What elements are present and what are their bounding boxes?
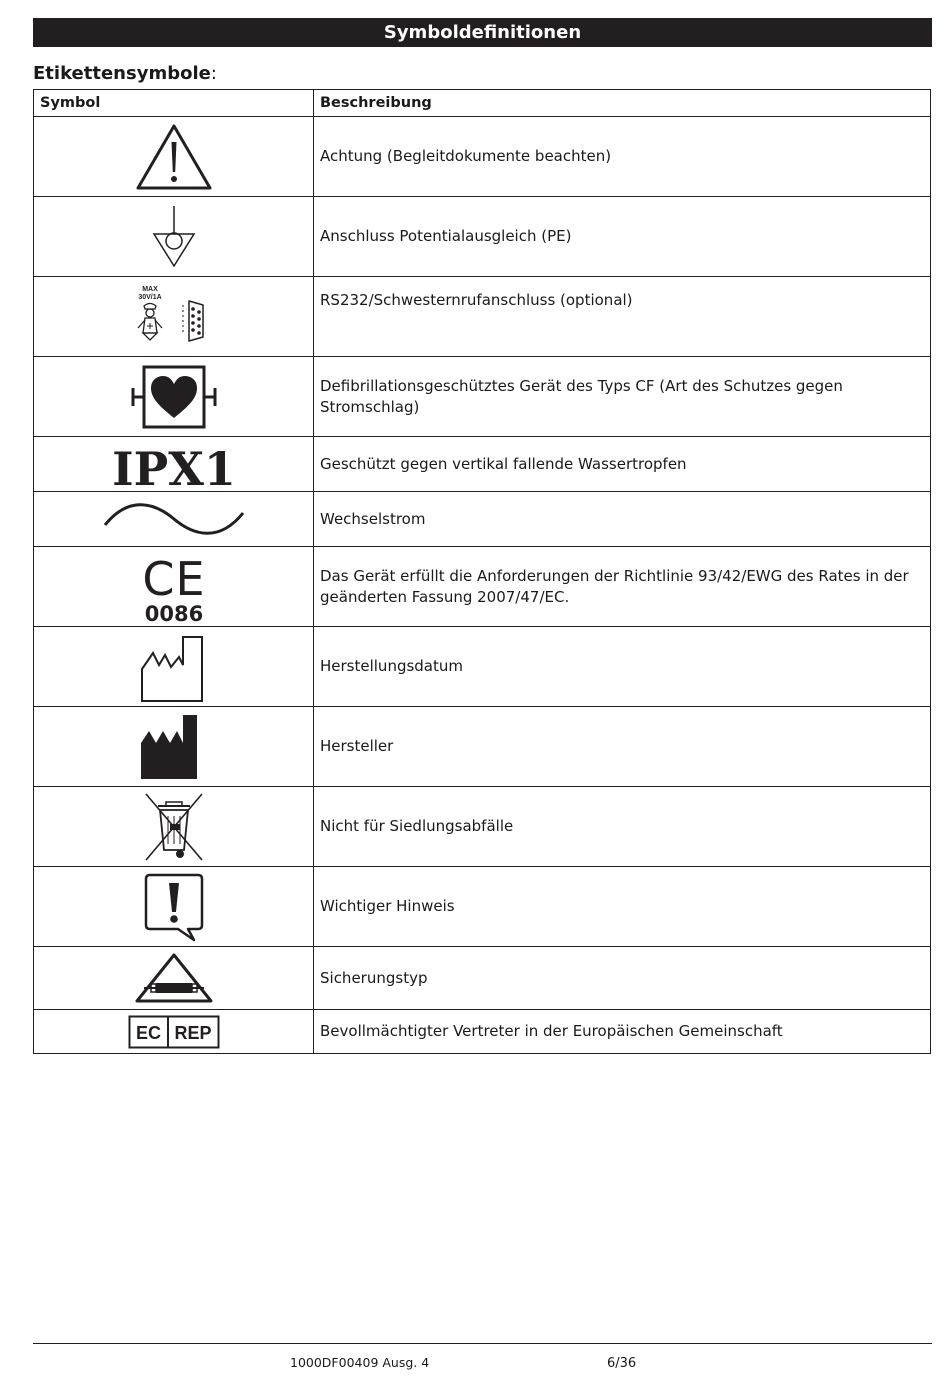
symbol-cell [34,627,314,707]
page-title: Symboldefinitionen [33,18,932,47]
symbol-cell [34,437,314,492]
table-row [34,547,931,627]
page-number: 6/36 [607,1356,637,1371]
table-row [34,1010,931,1054]
section-heading-text: Etikettensymbole [33,63,211,84]
nurse-call-rs232-icon [129,283,219,351]
description-cell: Herstellungsdatum [314,627,931,707]
description-cell: Achtung (Begleitdokumente beachten) [314,117,931,197]
table-row [34,437,931,492]
symbol-table [33,89,931,1054]
symbol-cell [34,277,314,357]
table-row [34,357,931,437]
rep-label: REP [173,1022,212,1043]
ce-mark-icon [134,551,214,623]
defibrillation-proof-cf-icon [129,364,219,430]
column-header-description: Beschreibung [314,90,931,117]
important-note-icon [142,872,206,942]
table-row [34,197,931,277]
ce-label: CE [141,551,206,606]
ec-rep-icon [128,1015,220,1049]
description-cell: Geschützt gegen vertikal fallende Wassertropfen [314,437,931,492]
description-cell: Hersteller [314,707,931,787]
symbol-cell [34,357,314,437]
ec-label: EC [135,1022,161,1043]
table-row [34,277,931,357]
icon-label-rating: 30V/1A [137,293,162,301]
symbol-cell [34,707,314,787]
notified-body-number: 0086 [144,601,203,623]
symbol-cell [34,492,314,547]
table-row [34,867,931,947]
footer-divider [33,1343,932,1344]
ipx1-label: IPX1 [111,442,236,489]
symbol-cell [34,197,314,277]
section-heading [33,63,217,84]
symbol-cell [34,117,314,197]
column-header-symbol: Symbol [34,90,314,117]
table-header-row [34,90,931,117]
document-id: 1000DF00409 Ausg. 4 [290,1355,430,1370]
table-row [34,947,931,1010]
manufacture-date-icon [139,631,209,703]
description-cell: Wichtiger Hinweis [314,867,931,947]
symbol-cell [34,547,314,627]
table-row [34,117,931,197]
table-row [34,707,931,787]
description-cell: Bevollmächtigter Vertreter in der Europäischen Gemeinschaft [314,1010,931,1054]
equipotential-connection-icon [149,204,199,270]
symbol-cell [34,867,314,947]
description-cell: RS232/Schwesternrufanschluss (optional) [314,277,931,357]
description-cell: Anschluss Potentialausgleich (PE) [314,197,931,277]
icon-label-max: MAX [141,285,158,293]
section-heading-suffix: : [210,63,217,84]
alternating-current-icon [99,499,249,539]
description-cell: Sicherungstyp [314,947,931,1010]
description-cell: Wechselstrom [314,492,931,547]
description-cell: Das Gerät erfüllt die Anforderungen der Richtlinie 93/42/EWG des Rates in der geänderten Fassung 2007/47/EC. [314,547,931,627]
symbol-cell [34,947,314,1010]
table-row [34,627,931,707]
symbol-cell [34,1010,314,1054]
symbol-cell [34,787,314,867]
table-row [34,492,931,547]
caution-triangle-icon [134,122,214,192]
manufacturer-icon [139,713,209,781]
weee-crossed-bin-icon [144,792,204,862]
description-cell: Nicht für Siedlungsabfälle [314,787,931,867]
description-cell: Defibrillationsgeschütztes Gerät des Typs CF (Art des Schutzes gegen Stromschlag) [314,357,931,437]
ipx1-icon [109,439,239,489]
table-row [34,787,931,867]
fuse-type-icon [134,952,214,1004]
